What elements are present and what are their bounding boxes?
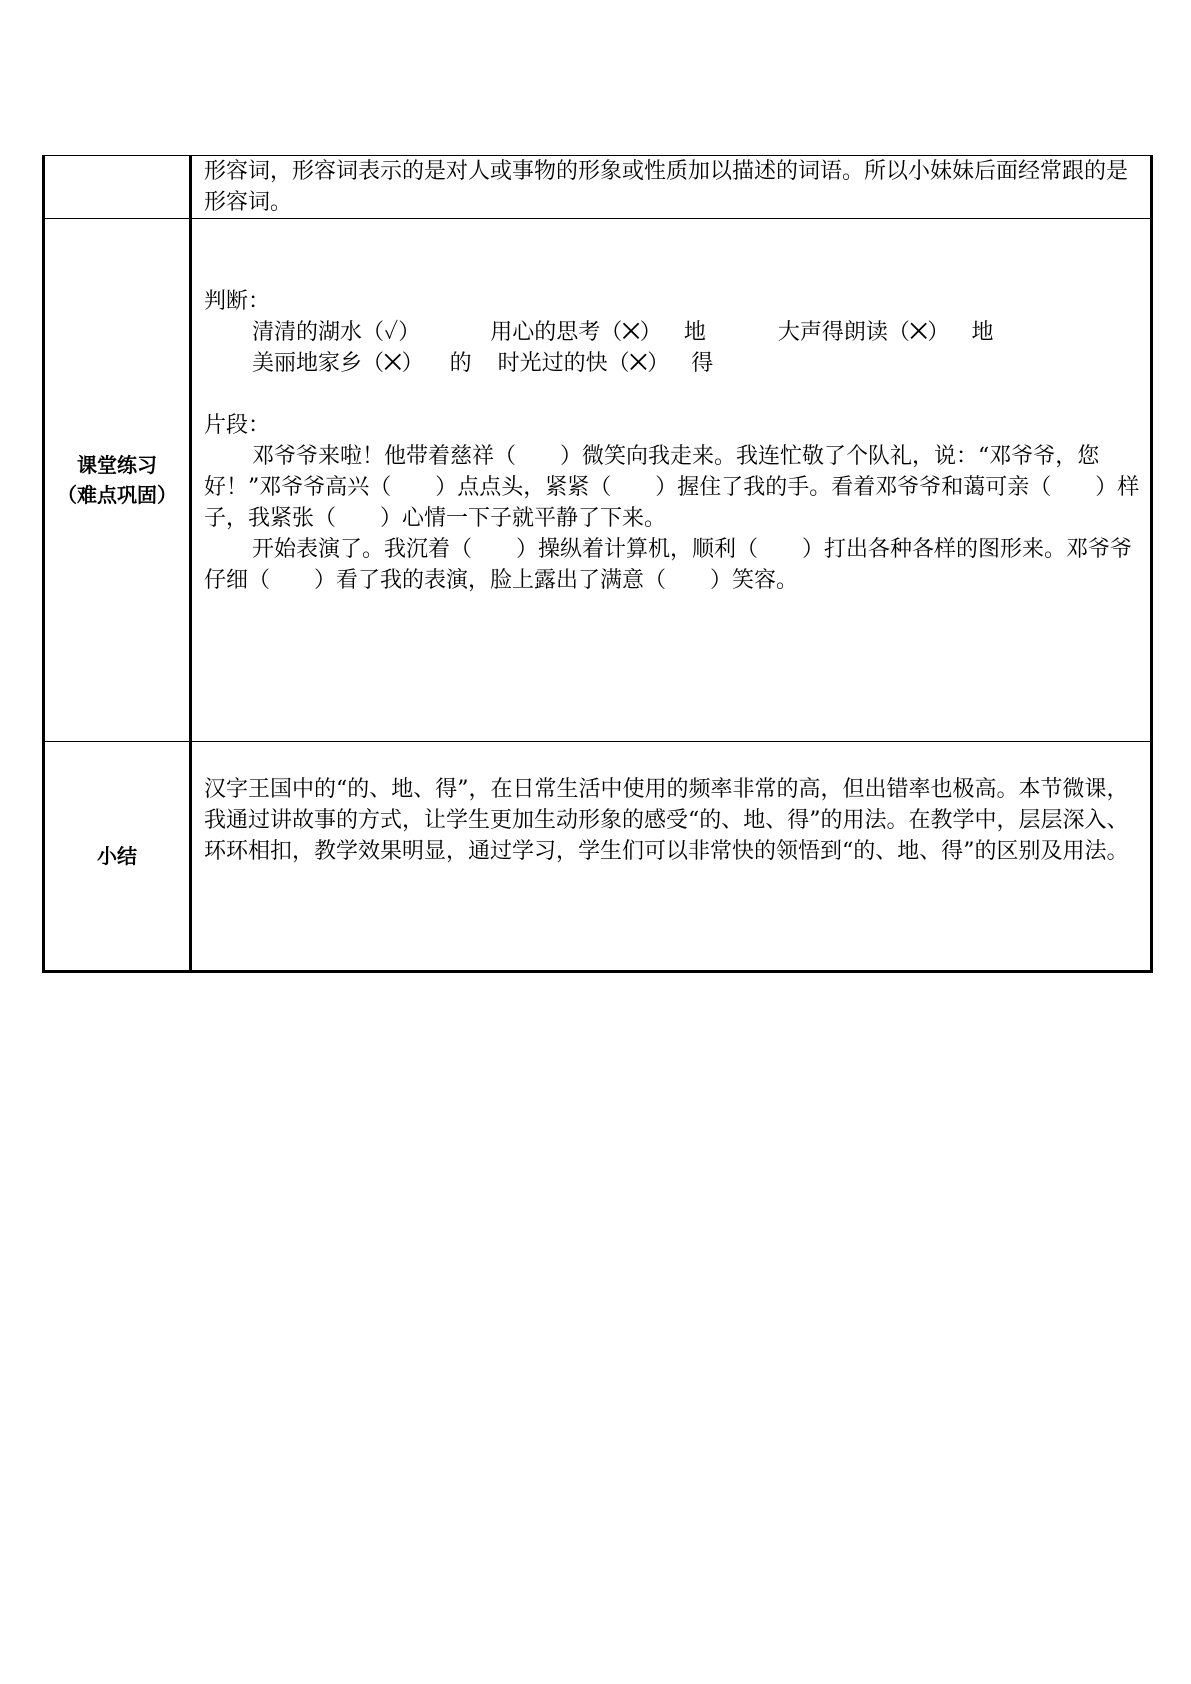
practice-label: 课堂练习 [77,453,157,477]
continuation-text: 形容词，形容词表示的是对人或事物的形象或性质加以描述的词语。所以小妹妹后面经常跟的是形容词。 [204,159,1129,215]
lesson-table [42,155,1153,973]
summary-cell [191,742,1152,972]
row-label-empty [44,156,191,219]
row-label-summary: 小结 [44,742,191,972]
practice-cell [191,219,1152,742]
judge-answer-3: 地 [971,320,994,345]
judge-answer-5: 得 [691,351,714,376]
judge-heading: 判断： [204,289,271,314]
judge-item-3: 大声得朗读（⨉） [777,320,950,345]
table-row-summary [44,742,1152,972]
summary-text: 汉字王国中的“的、地、得”，在日常生活中使用的频率非常的高，但出错率也极高。本节微课，我通过讲故事的方式，让学生更加生动形象的感受“的、地、得”的用法。在教学中，层层深入、环环相扣，教学效果明显，通过学习，学生们可以非常快的领悟到“的、地、得”的区别及用法。 [204,777,1129,864]
judge-item-4: 美丽地家乡（⨉） [252,351,424,376]
fragment-heading: 片段： [204,413,271,438]
fragment-paragraph-1: 邓爷爷来啦！他带着慈祥（ ）微笑向我走来。我连忙敬了个队礼，说：“邓爷爷，您好！”邓爷爷高兴（ ）点点头，紧紧（ ）握住了我的手。看着邓爷爷和蔼可亲（ ）样子，我紧张（ ）心情一下子就平静了下来。 [204,444,1140,531]
judge-item-2: 用心的思考（⨉） [490,320,662,345]
judge-answer-2: 地 [683,320,706,345]
row-label-practice [44,219,191,742]
judge-line-2 [204,348,1142,379]
judge-line-1 [204,317,1142,348]
judge-answer-4: 的 [449,351,472,376]
judge-item-5: 时光过的快（⨉） [497,351,670,376]
practice-sublabel: （难点巩固） [57,483,177,507]
table-row-continuation [44,156,1152,219]
fragment-paragraph-2: 开始表演了。我沉着（ ）操纵着计算机，顺利（ ）打出各种各样的图形来。邓爷爷仔细（ ）看了我的表演，脸上露出了满意（ ）笑容。 [204,537,1133,593]
judge-item-1: 清清的湖水（✓） [252,320,421,345]
table-row-practice [44,219,1152,742]
continuation-cell [191,156,1152,219]
